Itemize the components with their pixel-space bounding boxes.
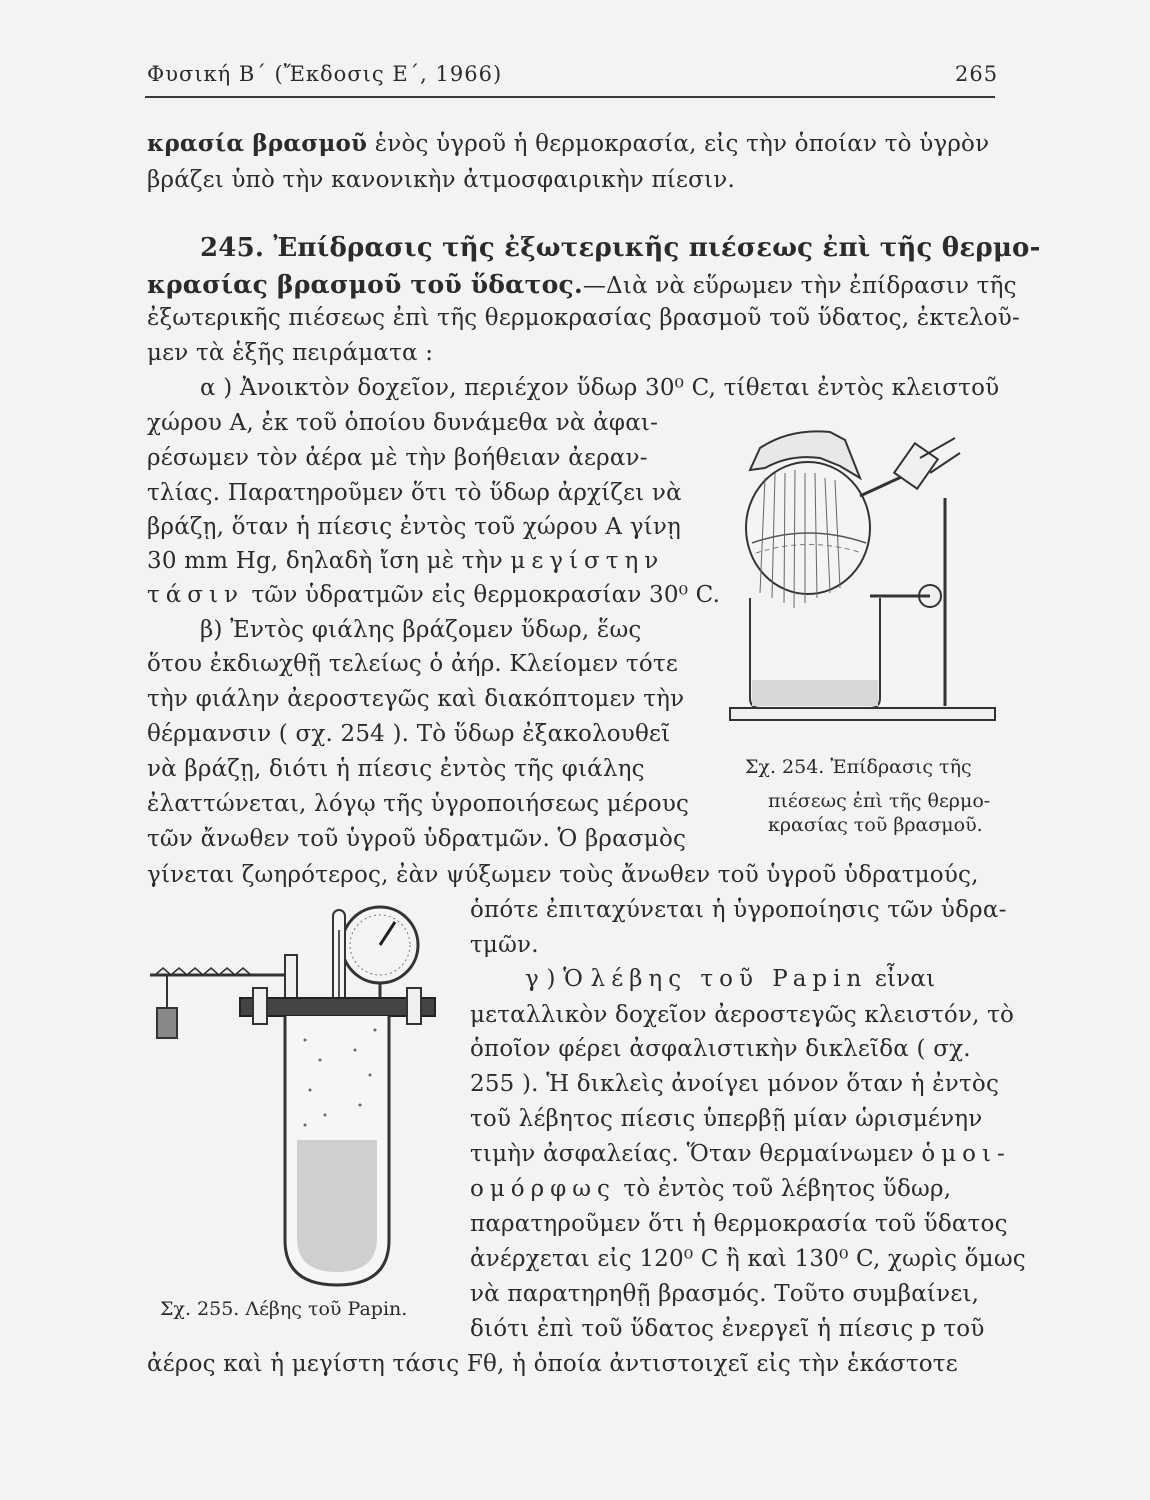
figure-255-papin-boiler	[145, 900, 445, 1290]
exp-c-line-7	[470, 1176, 951, 1202]
exp-c-line-6	[470, 1141, 1011, 1167]
exp-c-line-1	[525, 966, 935, 992]
exp-c-line-3: ὁποῖον φέρει ἀσφαλιστικὴν δικλεῖδα ( σχ.	[470, 1036, 971, 1062]
exp-a-line-6-text: 30 mm Hg, δηλαδὴ ἴση μὲ τὴν	[147, 548, 511, 574]
exp-a-line-7	[147, 582, 720, 608]
exp-c-line-11: διότι ἐπὶ τοῦ ὕδατος ἐνεργεῖ ἡ πίεσις p τοῦ	[470, 1316, 985, 1342]
exp-a-line-7-text: τῶν ὑδρατμῶν εἰς θερμοκρασίαν 30⁰ C.	[243, 582, 721, 608]
exp-b-line-7: τῶν ἄνωθεν τοῦ ὑγροῦ ὑδρατμῶν. Ὁ βρασμὸς	[147, 826, 687, 852]
section-line-2-rest: —Διὰ νὰ εὕρωμεν τὴν ἐπίδρασιν τῆς	[582, 273, 1017, 299]
figure-255-caption: Σχ. 255. Λέβης τοῦ Papin.	[160, 1298, 408, 1320]
exp-c-spaced-term: λέβης τοῦ Papin	[590, 966, 868, 992]
exp-a-spaced-term: μεγίστην	[510, 548, 665, 574]
section-line-2	[147, 270, 1017, 299]
exp-c-line-7-text: τὸ ἐντὸς τοῦ λέβητος ὕδωρ,	[615, 1176, 952, 1202]
figure-254-caption-2: πιέσεως ἐπὶ τῆς θερμο-	[768, 790, 991, 812]
exp-b-line-4: θέρμανσιν ( σχ. 254 ). Τὸ ὕδωρ ἐξακολουθεῖ	[147, 721, 671, 747]
intro-line-1-rest: ἑνὸς ὑγροῦ ἡ θερμοκρασία, εἰς τὴν ὁποίαν τὸ ὑγρὸν	[367, 131, 990, 157]
exp-c-spaced-term-3: ομόρφως	[470, 1176, 616, 1202]
running-title: Φυσική Β΄ (Ἔκδοσις Ε΄, 1966)	[147, 62, 503, 86]
section-heading-cont: κρασίας βρασμοῦ τοῦ ὕδατος.	[147, 270, 583, 299]
section-heading: 245. Ἐπίδρασις τῆς ἐξωτερικῆς πιέσεως ἐπὶ τῆς θερμο-	[200, 233, 1041, 263]
exp-c-line-9: ἀνέρχεται εἰς 120⁰ C ἢ καὶ 130⁰ C, χωρὶς ὅμως	[470, 1246, 1026, 1272]
exp-b-line-3: τὴν φιάλην ἀεροστεγῶς καὶ διακόπτομεν τὴν	[147, 686, 685, 712]
exp-b-line-8: γίνεται ζωηρότερος, ἐὰν ψύξωμεν τοὺς ἄνωθεν τοῦ ὑγροῦ ὑδρατμούς,	[147, 862, 979, 888]
intro-bold-term: κρασία βρασμοῦ	[147, 130, 368, 157]
exp-c-line-1-end: εἶναι	[867, 966, 936, 992]
page-number: 265	[955, 62, 999, 86]
section-line-4: μεν τὰ ἑξῆς πειράματα :	[147, 340, 434, 366]
exp-a-line-6	[147, 548, 664, 574]
exp-b-line-9: ὁπότε ἐπιταχύνεται ἡ ὑγροποίησις τῶν ὑδρα-	[470, 897, 1007, 923]
exp-c-line-2: μεταλλικὸν δοχεῖον ἀεροστεγῶς κλειστόν, τὸ	[470, 1002, 1015, 1028]
exp-a-line-4: τλίας. Παρατηροῦμεν ὅτι τὸ ὕδωρ ἀρχίζει νὰ	[147, 480, 682, 506]
exp-c-spaced-term-2: ὁμοι-	[921, 1141, 1011, 1167]
intro-line-2: βράζει ὑπὸ τὴν κανονικὴν ἀτμοσφαιρικὴν πίεσιν.	[147, 167, 735, 193]
figure-254-flask	[720, 418, 1000, 738]
exp-c-line-6-text: τιμὴν ἀσφαλείας. Ὅταν θερμαίνωμεν	[470, 1141, 922, 1167]
exp-b-line-5: νὰ βράζῃ, διότι ἡ πίεσις ἐντὸς τῆς φιάλης	[147, 756, 645, 782]
exp-c-line-4: 255 ). Ἡ δικλεὶς ἀνοίγει μόνον ὅταν ἡ ἐντὸς	[470, 1071, 1000, 1097]
exp-a-spaced-term-2: τάσιν	[147, 582, 244, 608]
section-line-3: ἐξωτερικῆς πιέσεως ἐπὶ τῆς θερμοκρασίας βρασμοῦ τοῦ ὕδατος, ἐκτελοῦ-	[147, 305, 1020, 331]
figure-254-caption-3: κρασίας τοῦ βρασμοῦ.	[768, 814, 983, 836]
exp-b-line-10: τμῶν.	[470, 932, 539, 958]
exp-c-line-10: νὰ παρατηρηθῇ βρασμός. Τοῦτο συμβαίνει,	[470, 1281, 980, 1307]
exp-c-line-5: τοῦ λέβητος πίεσις ὑπερβῇ μίαν ὡρισμένην	[470, 1106, 983, 1132]
exp-b-line-1: β) Ἐντὸς φιάλης βράζομεν ὕδωρ, ἕως	[200, 617, 642, 643]
exp-a-line-5: βράζῃ, ὅταν ἡ πίεσις ἐντὸς τοῦ χώρου Α γίνῃ	[147, 514, 682, 540]
exp-a-line-3: ρέσωμεν τὸν ἀέρα μὲ τὴν βοήθειαν ἀεραν-	[147, 445, 648, 471]
exp-a-line-2: χώρου Α, ἐκ τοῦ ὁποίου δυνάμεθα νὰ ἀφαι-	[147, 410, 659, 436]
intro-line-1	[147, 130, 989, 157]
figure-254-caption-1: Σχ. 254. Ἐπίδρασις τῆς	[745, 756, 972, 778]
exp-c-line-12: ἀέρος καὶ ἡ μεγίστη τάσις Fθ, ἡ ὁποία ἀντιστοιχεῖ εἰς τὴν ἑκάστοτε	[147, 1351, 958, 1377]
exp-b-line-6: ἐλαττώνεται, λόγῳ τῆς ὑγροποιήσεως μέρους	[147, 791, 690, 817]
exp-b-line-2: ὅτου ἐκδιωχθῇ τελείως ὁ ἀήρ. Κλείομεν τότε	[147, 651, 678, 677]
exp-c-line-1-lead: γ ) Ὁ	[525, 966, 591, 992]
exp-a-line-1: α ) Ἀνοικτὸν δοχεῖον, περιέχον ὕδωρ 30⁰ C, τίθεται ἐντὸς κλειστοῦ	[200, 375, 1000, 401]
header-rule	[145, 96, 995, 98]
exp-c-line-8: παρατηροῦμεν ὅτι ἡ θερμοκρασία τοῦ ὕδατος	[470, 1211, 1008, 1237]
